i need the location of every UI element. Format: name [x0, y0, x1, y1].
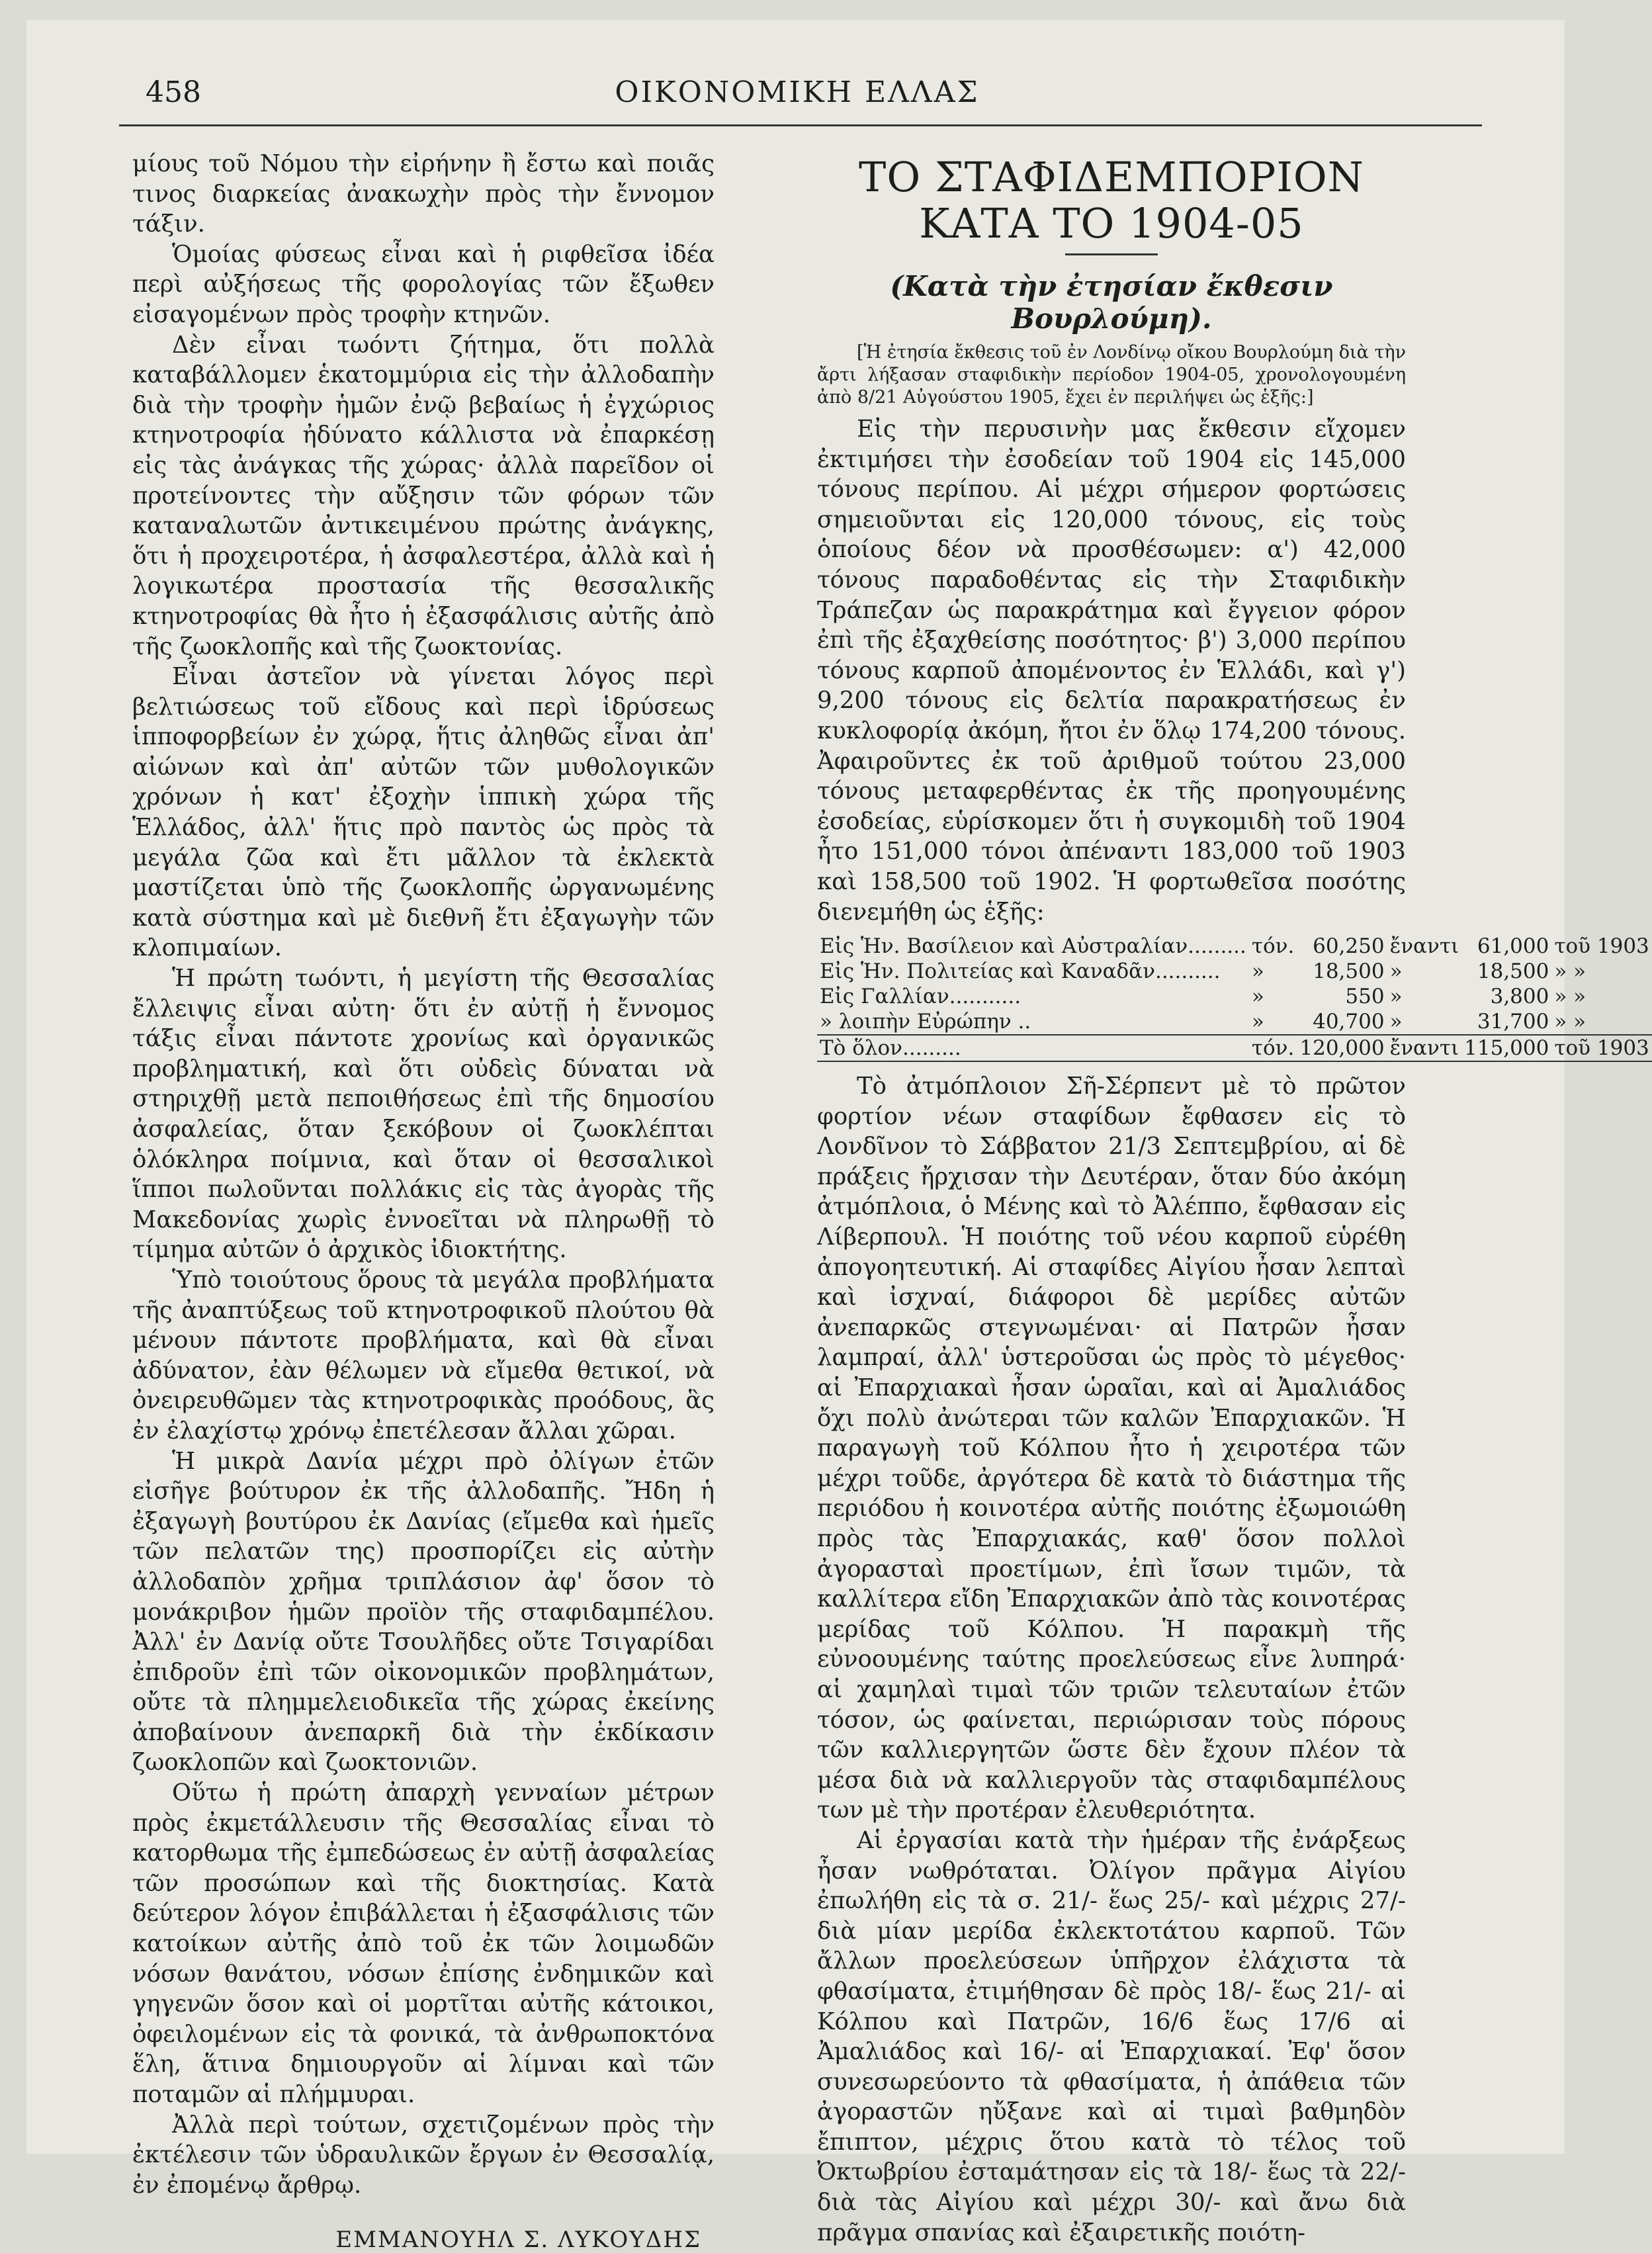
paragraph: Εἶναι ἀστεῖον νὰ γίνεται λόγος περὶ βελτιώσεως τοῦ εἴδους καὶ περὶ ἱδρύσεως ἱπποφορβείων ἐν χώρᾳ, ἥτις ἀληθῶς εἶναι ἀπ' αἰώνων καὶ ἀπ' αὐτῶν τῶν μυθολογικῶν χρόνων ἡ κατ' ἐξοχὴν ἱππικὴ χώρα τῆς Ἑλλάδος, ἀλλ' ἥτις πρὸ παντὸς ὡς πρὸς τὰ μεγάλα ζῶα καὶ ἔτι μᾶλλον τὰ ἐκλεκτὰ μαστίζεται ὑπὸ τῆς ζωοκλοπῆς ὠργανωμένης κατὰ σύστημα καὶ μὲ διεθνῆ ἔτι ἐξαγωγὴν τῶν κλοπιμαίων.: [132, 663, 715, 962]
article-title: ΤΟ ΣΤΑΦΙΔΕΜΠΟΡΙΟΝ ΚΑΤΑ ΤΟ 1904-05: [859, 153, 1364, 247]
total-1904-cell: 120,000: [1297, 1035, 1387, 1061]
value-1903-cell: 61,000: [1477, 934, 1549, 959]
word-cell: ἔναντι: [1389, 934, 1459, 959]
table-row: [817, 934, 1652, 959]
value-1904-cell: 60,250: [1313, 934, 1385, 959]
destination-cell: Εἰς Ἡν. Βασίλειον καὶ Αὐστραλίαν.........: [820, 934, 1246, 959]
destination-cell: » λοιπὴν Εὐρώπην ..: [820, 1010, 1031, 1034]
article-subtitle: (Κατὰ τὴν ἐτησίαν ἔκθεσιν Βουρλούμη).: [890, 270, 1333, 335]
word-cell: »: [1389, 1010, 1403, 1034]
left-column: [132, 149, 715, 2253]
unit-cell: τόν.: [1249, 1035, 1297, 1061]
paragraph: Ὁμοίας φύσεως εἶναι καὶ ἡ ριφθεῖσα ἰδέα περὶ αὐξήσεως τῆς φορολογίας τῶν ἔξωθεν εἰσαγομένων πρὸς τροφὴν κτηνῶν.: [132, 240, 715, 328]
page: [26, 20, 1649, 2253]
value-1904-cell: 40,700: [1313, 1010, 1385, 1034]
header-rule: [119, 124, 1482, 126]
page-number: 458: [146, 75, 201, 109]
paragraph: Ἀλλὰ περὶ τούτων, σχετιζομένων πρὸς τὴν ἐκτέλεσιν τῶν ὑδραυλικῶν ἔργων ἐν Θεσσαλίᾳ, ἐν ἐπομένῳ ἄρθρῳ.: [132, 2111, 715, 2199]
table-row: [817, 1009, 1652, 1035]
value-1904-cell: 550: [1345, 985, 1385, 1009]
word-cell: ἔναντι: [1387, 1035, 1462, 1061]
intro-note: [817, 341, 1406, 409]
value-1903-cell: 31,700: [1477, 1010, 1549, 1034]
suffix-cell: τοῦ 1903: [1554, 934, 1649, 959]
running-head: [119, 53, 1475, 109]
word-cell: »: [1389, 959, 1403, 984]
paragraph: Αἱ ἐργασίαι κατὰ τὴν ἡμέραν τῆς ἐνάρξεως ἦσαν νωθρόταται. Ὀλίγον πρᾶγμα Αἰγίου ἐπωλήθη εἰς τὰ σ. 21/- ἕως 25/- καὶ μέχρις 27/- διὰ μίαν μερίδα ἐκλεκτοτάτου καρποῦ. Τῶν ἄλλων προελεύσεων ὑπῆρχον ἐλάχιστα τὰ φθασίματα, ἐτιμήθησαν δὲ πρὸς 18/- ἕως 21/- αἱ Κόλπου καὶ Πατρῶν, 16/6 ἕως 17/6 αἱ Ἀμαλιάδος καὶ 16/- αἱ Ἐπαρχιακαί. Ἐφ' ὅσον συνεσωρεύοντο τὰ φθασίματα, ἡ ἀπάθεια τῶν ἀγοραστῶν ηὔξανε καὶ αἱ τιμαὶ βαθμηδὸν ἔπιπτον, μέχρις ὅτου κατὰ τὸ τέλος τοῦ Ὀκτωβρίου ἐσταμάτησαν εἰς τὰ 18/- ἕως τὰ 22/- διὰ τὰς Αἰγίου καὶ μέχρι 30/- καὶ ἄνω διὰ πρᾶγμα σπανίας καὶ ἐξαιρετικῆς ποιότη-: [817, 1826, 1406, 2246]
destination-cell: Εἰς Γαλλίαν...........: [820, 985, 1022, 1009]
table-row: [817, 959, 1652, 984]
unit-cell: »: [1251, 985, 1264, 1009]
suffix-cell: » »: [1554, 985, 1587, 1009]
destination-cell: Εἰς Ἡν. Πολιτείας καὶ Καναδᾶν..........: [820, 959, 1221, 984]
author-signature: ΕΜΜΑΝΟΥΗΛ Σ. ΛΥΚΟΥΔΗΣ: [335, 2227, 701, 2253]
value-1903-cell: 18,500: [1477, 959, 1549, 984]
title-rule: [1065, 253, 1158, 255]
suffix-cell: » »: [1554, 1010, 1587, 1034]
paragraph: Ὑπὸ τοιούτους ὅρους τὰ μεγάλα προβλήματα τῆς ἀναπτύξεως τοῦ κτηνοτροφικοῦ πλούτου θὰ μένουν πάντοτε προβλήματα, καὶ θὰ εἶναι ἀδύνατον, ἐὰν θέλωμεν νὰ εἴμεθα θετικοί, νὰ ὀνειρευθῶμεν τὰς κτηνοτροφικὰς προόδους, ἃς ἐν ἐλαχίστῳ χρόνῳ ἐπετέλεσαν ἄλλαι χῶραι.: [132, 1266, 715, 1444]
paragraph: Ἡ πρώτη τωόντι, ἡ μεγίστη τῆς Θεσσαλίας ἔλλειψις εἶναι αὐτη· ὅτι ἐν αὐτῇ ἡ ἔννομος τάξις εἶναι πάντοτε χρονίως καὶ ὀργανικῶς προβληματική, καὶ ὅτι οὐδεὶς δύναται νὰ στηριχθῇ μετὰ πεποιθήσεως ἐπὶ τῆς δημοσίου ἀσφαλείας, ὅταν ξεκόβουν οἱ ζωοκλέπται ὁλόκληρα ποίμνια, καὶ ὅταν οἱ θεσσαλικοὶ ἵπποι πωλοῦνται πολλάκις εἰς τὰς ἀγορὰς τῆς Μακεδονίας χωρὶς ἐννοεῖται νὰ πληρωθῇ τὸ τίμημα αὐτῶν ὁ ἀρχικὸς ἰδιοκτήτης.: [132, 965, 715, 1264]
right-column: [817, 149, 1649, 2248]
paragraph: Δὲν εἶναι τωόντι ζήτημα, ὅτι πολλὰ καταβάλλομεν ἑκατομμύρια εἰς τὴν ἀλλοδαπὴν διὰ τὴν τροφὴν ἡμῶν ἐνῷ βεβαίως ἡ ἐγχώριος κτηνοτροφία ἠδύνατο κάλλιστα νὰ ἐπαρκέσῃ εἰς τὰς ἀνάγκας τῆς χώρας· ἀλλὰ παρεῖδον οἱ προτείνοντες τὴν αὔξησιν τῶν φόρων τῶν καταναλωτῶν ἀντικειμένου πρώτης ἀνάγκης, ὅτι ἡ προχειροτέρα, ἡ ἀσφαλεστέρα, ἀλλὰ καὶ ἡ λογικωτέρα προστασία τῆς θεσσαλικῆς κτηνοτροφίας θὰ ἦτο ἡ ἐξασφάλισις αὐτῆς ἀπὸ τῆς ζωοκλοπῆς καὶ τῆς ζωοκτονίας.: [132, 331, 715, 660]
paragraph: Οὕτω ἡ πρώτη ἀπαρχὴ γενναίων μέτρων πρὸς ἐκμετάλλευσιν τῆς Θεσσαλίας εἶναι τὸ κατορθωμα τῆς ἐμπεδώσεως ἐν αὐτῇ ἀσφαλείας τῶν προσώπων καὶ τῆς διοκτησίας. Κατὰ δεύτερον λόγον ἐπιβάλλεται ἡ ἐξασφάλισις τῶν κατοίκων αὐτῆς ἀπὸ τοῦ ἐκ τῶν λοιμωδῶν νόσων θανάτου, νόσων ἐπίσης ἐνδημικῶν καὶ γηγενῶν ὅσον καὶ οἱ μορτῖται αὐτῆς κάτοικοι, ὀφειλομένων εἰς τὰ φονικά, τὰ ἀνθρωποκτόνα ἕλη, ἅτινα δημιουργοῦν αἱ λίμναι καὶ τῶν ποταμῶν αἱ πλήμμυραι.: [132, 1779, 715, 2108]
table-total-row: [817, 1035, 1652, 1061]
intro-note-text: [Ἡ ἐτησία ἔκθεσις τοῦ ἐν Λονδίνῳ οἴκου Βουρλούμη διὰ τὴν ἄρτι λήξασαν σταφιδικὴν περίοδον 1904-05, χρονολογουμένη ἀπὸ 8/21 Αὐγούστου 1905, ἔχει ἐν περιλήψει ὡς ἑξῆς:]: [817, 342, 1406, 408]
total-1903-cell: 115,000: [1461, 1035, 1551, 1061]
value-1904-cell: 18,500: [1313, 959, 1385, 984]
unit-cell: τόν.: [1251, 934, 1295, 959]
suffix-cell: τοῦ 1903: [1551, 1035, 1651, 1061]
suffix-cell: » »: [1554, 959, 1587, 984]
paragraph: Ἡ μικρὰ Δανία μέχρι πρὸ ὀλίγων ἐτῶν εἰσῆγε βούτυρον ἐκ τῆς ἀλλοδαπῆς. Ἤδη ἡ ἐξαγωγὴ βουτύρου ἐκ Δανίας (εἴμεθα καὶ ἡμεῖς τῶν πελατῶν της) προσπορίζει εἰς αὐτὴν ἀλλοδαπὸν χρῆμα τριπλάσιον ἀφ' ὅσον τὸ μονάκριβον ἡμῶν προϊὸν τῆς σταφιδαμπέλου. Ἀλλ' ἐν Δανίᾳ οὔτε Τσουλῆδες οὔτε Τσιγαρίδαι ἐπιδροῦν ἐπὶ τῶν οἰκονομικῶν προβλημάτων, οὔτε τὰ πλημμελειοδικεῖα τῆς χώρας ἐκείνης ἀποβαίνουν ἀνεπαρκῆ διὰ τὴν ἐκδίκασιν ζωοκλοπῶν καὶ ζωοκτονιῶν.: [132, 1447, 715, 1777]
value-1903-cell: 3,800: [1490, 985, 1549, 1009]
word-cell: »: [1389, 985, 1403, 1009]
unit-cell: »: [1251, 959, 1264, 984]
paragraph: μίους τοῦ Νόμου τὴν εἰρήνην ἢ ἔστω καὶ ποιᾶς τινος διαρκείας ἀνακωχὴν πρὸς τὴν ἔννομον τάξιν.: [132, 150, 715, 238]
unit-cell: »: [1251, 1010, 1264, 1034]
paragraph: Τὸ ἀτμόπλοιον Σῆ-Σέρπεντ μὲ τὸ πρῶτον φορτίον νέων σταφίδων ἔφθασεν εἰς τὸ Λονδῖνον τὸ Σάββατον 21/3 Σεπτεμβρίου, αἱ δὲ πράξεις ἤρχισαν τὴν Δευτέραν, ὅταν δύο ἀκόμη ἀτμόπλοια, ὁ Μένης καὶ τὸ Ἀλέππο, ἔφθασαν εἰς Λίβερπουλ. Ἡ ποιότης τοῦ νέου καρποῦ εὑρέθη ἀπογοητευτική. Αἱ σταφίδες Αἰγίου ἦσαν λεπταὶ καὶ ἰσχναί, διάφοροι δὲ μερίδες αὐτῶν ἀνεπαρκῶς στεγνωμέναι· αἱ Πατρῶν ἦσαν λαμπραί, ἀλλ' ὑστεροῦσαι ὡς πρὸς τὸ μέγεθος· αἱ Ἐπαρχιακαὶ ἦσαν ὡραῖαι, καὶ αἱ Ἀμαλιάδος ὄχι πολὺ ἀνώτεραι τῶν καλῶν Ἐπαρχιακῶν. Ἡ παραγωγὴ τοῦ Κόλπου ἦτο ἡ χειροτέρα τῶν μέχρι τοῦδε, ἀργότερα δὲ κατὰ τὸ διάστημα τῆς περιόδου ἡ κοινοτέρα αὐτῆς ποιότης ἐξωμοιώθη πρὸς τὰς Ἐπαρχιακάς, καθ' ὅσον πολλοὶ ἀγορασταὶ προετίμων, ἐπὶ ἴσων τιμῶν, τὰ καλλίτερα εἴδη Ἐπαρχιακῶν ἀπὸ τὰς κοινοτέρας μερίδας τοῦ Κόλπου. Ἡ παρακμὴ τῆς εὐνοουμένης ταύτης προελεύσεως εἶνε λυπηρά· αἱ χαμηλαὶ τιμαὶ τῶν τριῶν τελευταίων ἐτῶν τόσον, ὡς φαίνεται, περιώρισαν τοὺς πόρους τῶν καλλιεργητῶν ὥστε δὲν ἔχουν πλέον τὰ μέσα διὰ νὰ καλλιεργοῦν τὰς σταφιδαμπέλους των μὲ τὴν προτέραν ἐλευθεριότητα.: [817, 1073, 1406, 1824]
table-row: [817, 984, 1652, 1009]
total-label-cell: Τὸ ὅλον.........: [817, 1035, 1249, 1061]
paragraph: Εἰς τὴν περυσινὴν μας ἔκθεσιν εἴχομεν ἐκτιμήσει τὴν ἐσοδείαν τοῦ 1904 εἰς 145,000 τόνους περίπου. Αἱ μέχρι σήμερον φορτώσεις σημειοῦνται εἰς 120,000 τόνους, εἰς τοὺς ὁποίους δέον νὰ προσθέσωμεν: α') 42,000 τόνους παραδοθέντας εἰς τὴν Σταφιδικὴν Τράπεζαν ὡς παρακράτημα καὶ ἔγγειον φόρον ἐπὶ τῆς ἐξαχθείσης ποσότητος· β') 3,000 περίπου τόνους καρποῦ ἀπομένοντος ἐν Ἑλλάδι, καὶ γ') 9,200 τόνους εἰς δελτία παρακρατήσεως ἐν κυκλοφορίᾳ ἀκόμη, ἤτοι ἐν ὅλῳ 174,200 τόνους. Ἀφαιροῦντες ἐκ τοῦ ἀριθμοῦ τούτου 23,000 τόνους μεταφερθέντας ἐκ τῆς προηγουμένης ἐσοδείας, εὑρίσκομεν ὅτι ἡ συγκομιδὴ τοῦ 1904 ἦτο 151,000 τόνοι ἀπέναντι 183,000 τοῦ 1903 καὶ 158,500 τοῦ 1902. Ἡ φορτωθεῖσα ποσότης διενεμήθη ὡς ἑξῆς:: [817, 416, 1406, 926]
exports-table: [817, 934, 1652, 1062]
journal-title: ΟΙΚΟΝΟΜΙΚΗ ΕΛΛΑΣ: [615, 75, 980, 109]
